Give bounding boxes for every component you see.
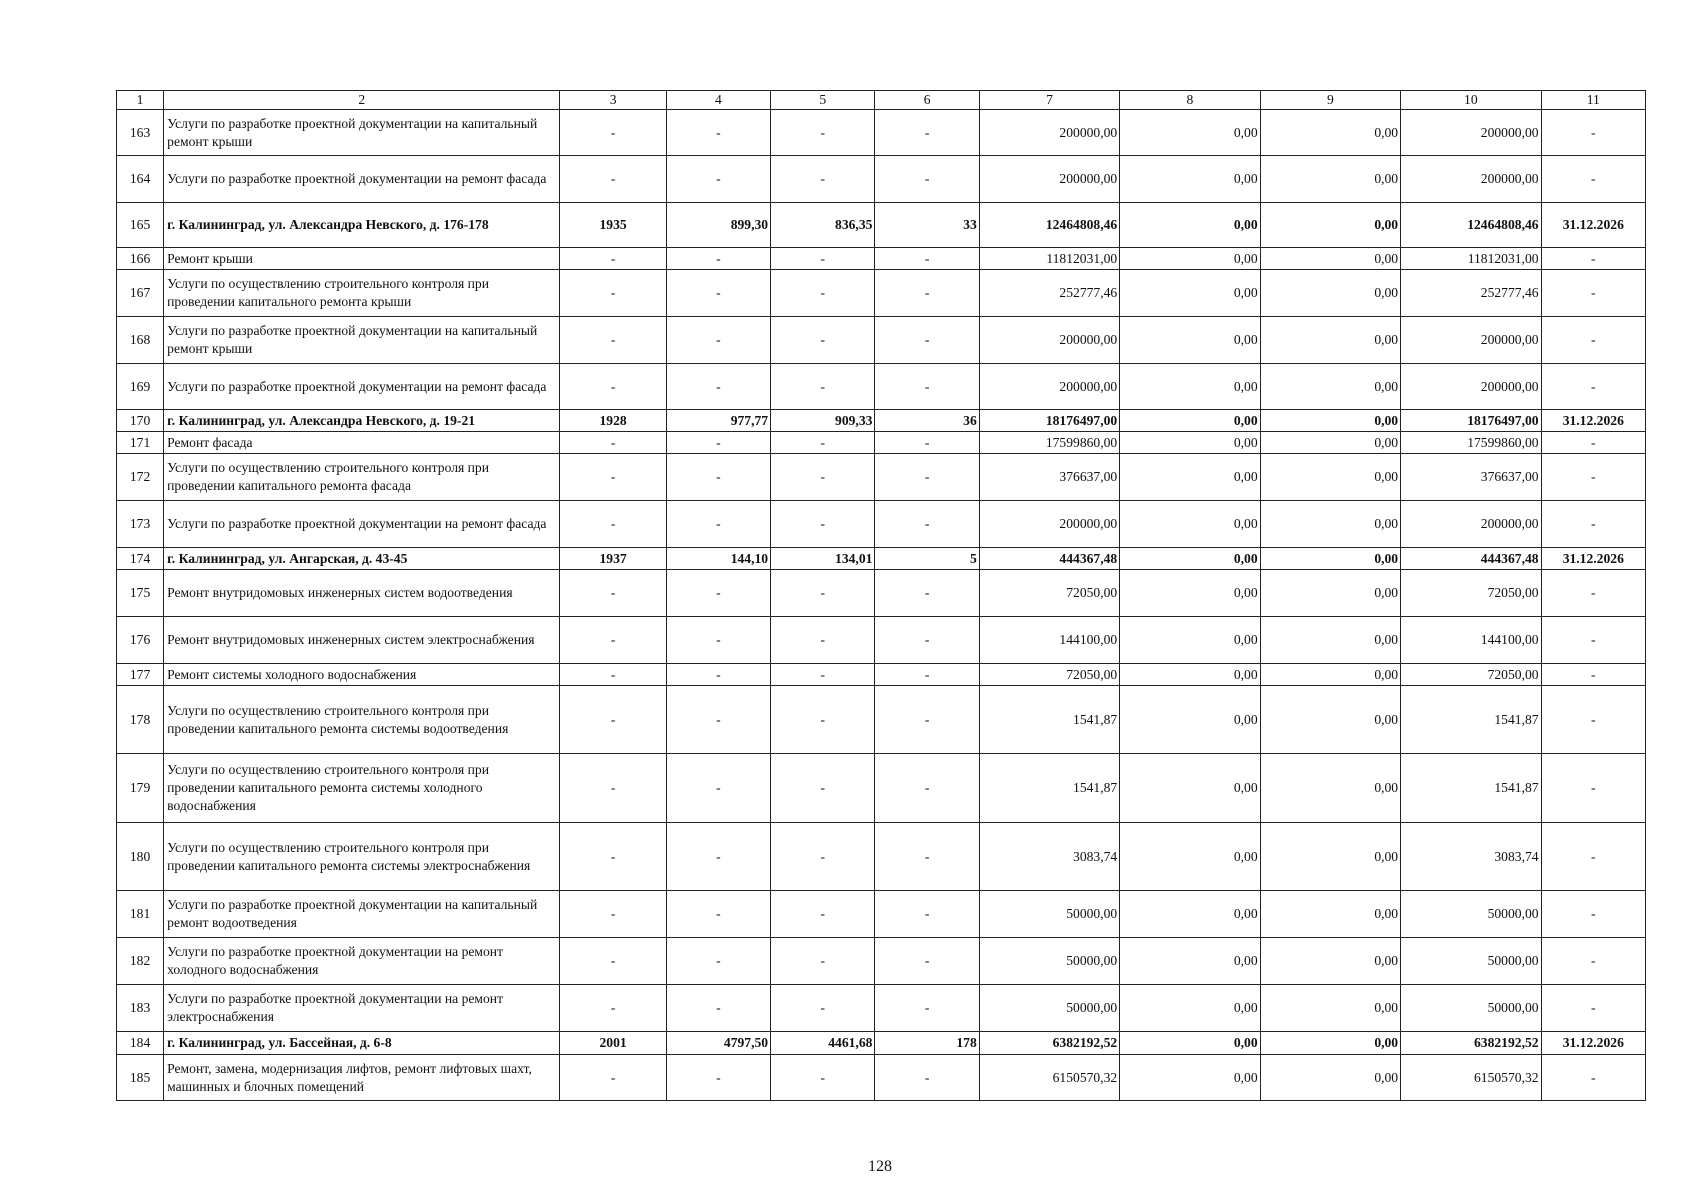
residents: - <box>875 985 979 1032</box>
total-area: 977,77 <box>666 410 770 432</box>
residents: 178 <box>875 1032 979 1055</box>
construction-year: - <box>560 270 666 317</box>
living-area: - <box>771 570 875 617</box>
cost-col-9: 0,00 <box>1260 570 1400 617</box>
construction-year: - <box>560 686 666 754</box>
address-row <box>117 203 1646 248</box>
construction-year: - <box>560 110 666 156</box>
cost-col-10: 444367,48 <box>1401 548 1541 570</box>
item-description: Услуги по разработке проектной документации на ремонт фасада <box>164 501 560 548</box>
cost-col-10: 6382192,52 <box>1401 1032 1541 1055</box>
total-cost: 1541,87 <box>979 686 1119 754</box>
item-description: Услуги по разработке проектной документации на капитальный ремонт крыши <box>164 110 560 156</box>
deadline: - <box>1541 1055 1645 1101</box>
deadline: - <box>1541 317 1645 364</box>
deadline: 31.12.2026 <box>1541 410 1645 432</box>
construction-year: - <box>560 938 666 985</box>
row-number: 174 <box>117 548 164 570</box>
cost-col-8: 0,00 <box>1120 570 1260 617</box>
table-row <box>117 1055 1646 1101</box>
cost-col-10: 12464808,46 <box>1401 203 1541 248</box>
row-number: 182 <box>117 938 164 985</box>
construction-year: - <box>560 985 666 1032</box>
construction-year: - <box>560 570 666 617</box>
deadline: - <box>1541 686 1645 754</box>
table-row <box>117 617 1646 664</box>
living-area: - <box>771 686 875 754</box>
header-col-7: 7 <box>979 91 1119 110</box>
deadline: - <box>1541 364 1645 410</box>
header-col-3: 3 <box>560 91 666 110</box>
residents: 33 <box>875 203 979 248</box>
total-cost: 50000,00 <box>979 938 1119 985</box>
construction-year: - <box>560 248 666 270</box>
cost-col-9: 0,00 <box>1260 248 1400 270</box>
cost-col-10: 200000,00 <box>1401 156 1541 203</box>
page-number: 128 <box>868 1158 892 1175</box>
total-area: - <box>666 110 770 156</box>
header-col-6: 6 <box>875 91 979 110</box>
cost-col-10: 376637,00 <box>1401 454 1541 501</box>
cost-col-9: 0,00 <box>1260 270 1400 317</box>
cost-col-8: 0,00 <box>1120 110 1260 156</box>
total-area: - <box>666 938 770 985</box>
total-area: - <box>666 686 770 754</box>
residents: - <box>875 570 979 617</box>
residents: - <box>875 364 979 410</box>
cost-col-10: 50000,00 <box>1401 938 1541 985</box>
item-description: Услуги по разработке проектной документации на ремонт электроснабжения <box>164 985 560 1032</box>
construction-year: - <box>560 454 666 501</box>
residents: - <box>875 501 979 548</box>
residents: - <box>875 1055 979 1101</box>
cost-col-8: 0,00 <box>1120 203 1260 248</box>
deadline: - <box>1541 248 1645 270</box>
construction-year: - <box>560 317 666 364</box>
living-area: - <box>771 501 875 548</box>
deadline: 31.12.2026 <box>1541 203 1645 248</box>
table-row <box>117 823 1646 891</box>
residents: - <box>875 454 979 501</box>
header-col-description: 2 <box>164 91 560 110</box>
total-area: - <box>666 823 770 891</box>
header-col-number: 1 <box>117 91 164 110</box>
total-cost: 3083,74 <box>979 823 1119 891</box>
cost-col-9: 0,00 <box>1260 617 1400 664</box>
living-area: - <box>771 156 875 203</box>
cost-col-9: 0,00 <box>1260 454 1400 501</box>
item-description: Услуги по осуществлению строительного контроля при проведении капитального ремонта системы водоотведения <box>164 686 560 754</box>
header-col-9: 9 <box>1260 91 1400 110</box>
table-row <box>117 686 1646 754</box>
total-area: - <box>666 156 770 203</box>
cost-col-8: 0,00 <box>1120 317 1260 364</box>
deadline: - <box>1541 891 1645 938</box>
total-cost: 200000,00 <box>979 501 1119 548</box>
construction-year: 2001 <box>560 1032 666 1055</box>
living-area: - <box>771 891 875 938</box>
deadline: - <box>1541 570 1645 617</box>
construction-year: - <box>560 1055 666 1101</box>
total-cost: 200000,00 <box>979 156 1119 203</box>
column-number-header-row <box>117 91 1646 110</box>
row-number: 167 <box>117 270 164 317</box>
item-description: г. Калининград, ул. Александра Невского, д. 19-21 <box>164 410 560 432</box>
cost-col-10: 200000,00 <box>1401 110 1541 156</box>
deadline: - <box>1541 754 1645 823</box>
item-description: Услуги по разработке проектной документации на ремонт фасада <box>164 156 560 203</box>
item-description: Ремонт внутридомовых инженерных систем электроснабжения <box>164 617 560 664</box>
cost-col-8: 0,00 <box>1120 754 1260 823</box>
total-cost: 18176497,00 <box>979 410 1119 432</box>
cost-col-9: 0,00 <box>1260 410 1400 432</box>
deadline: - <box>1541 664 1645 686</box>
cost-col-8: 0,00 <box>1120 501 1260 548</box>
cost-col-10: 18176497,00 <box>1401 410 1541 432</box>
total-area: - <box>666 985 770 1032</box>
deadline: - <box>1541 823 1645 891</box>
total-area: - <box>666 754 770 823</box>
living-area: - <box>771 938 875 985</box>
total-area: - <box>666 270 770 317</box>
cost-col-9: 0,00 <box>1260 156 1400 203</box>
construction-year: - <box>560 823 666 891</box>
item-description: Услуги по осуществлению строительного контроля при проведении капитального ремонта фасада <box>164 454 560 501</box>
cost-col-10: 200000,00 <box>1401 317 1541 364</box>
deadline: - <box>1541 985 1645 1032</box>
construction-year: 1928 <box>560 410 666 432</box>
cost-col-10: 200000,00 <box>1401 364 1541 410</box>
table-row <box>117 754 1646 823</box>
row-number: 184 <box>117 1032 164 1055</box>
table-row <box>117 664 1646 686</box>
construction-year: 1935 <box>560 203 666 248</box>
total-cost: 144100,00 <box>979 617 1119 664</box>
table-row <box>117 270 1646 317</box>
row-number: 185 <box>117 1055 164 1101</box>
table-row <box>117 891 1646 938</box>
total-cost: 200000,00 <box>979 317 1119 364</box>
address-row <box>117 410 1646 432</box>
total-cost: 1541,87 <box>979 754 1119 823</box>
living-area: 4461,68 <box>771 1032 875 1055</box>
living-area: - <box>771 364 875 410</box>
cost-col-8: 0,00 <box>1120 270 1260 317</box>
living-area: - <box>771 1055 875 1101</box>
residents: - <box>875 270 979 317</box>
row-number: 170 <box>117 410 164 432</box>
table-row <box>117 156 1646 203</box>
table-row <box>117 938 1646 985</box>
total-cost: 50000,00 <box>979 985 1119 1032</box>
item-description: Ремонт внутридомовых инженерных систем водоотведения <box>164 570 560 617</box>
header-col-10: 10 <box>1401 91 1541 110</box>
header-col-5: 5 <box>771 91 875 110</box>
residents: - <box>875 432 979 454</box>
cost-col-8: 0,00 <box>1120 686 1260 754</box>
cost-col-8: 0,00 <box>1120 1032 1260 1055</box>
construction-year: - <box>560 364 666 410</box>
construction-year: - <box>560 617 666 664</box>
item-description: Услуги по осуществлению строительного контроля при проведении капитального ремонта системы холодного водоснабжения <box>164 754 560 823</box>
cost-col-10: 252777,46 <box>1401 270 1541 317</box>
cost-col-10: 72050,00 <box>1401 570 1541 617</box>
total-cost: 17599860,00 <box>979 432 1119 454</box>
cost-col-9: 0,00 <box>1260 1032 1400 1055</box>
row-number: 175 <box>117 570 164 617</box>
table-row <box>117 248 1646 270</box>
cost-col-9: 0,00 <box>1260 501 1400 548</box>
table-row <box>117 454 1646 501</box>
item-description: Ремонт крыши <box>164 248 560 270</box>
cost-col-9: 0,00 <box>1260 317 1400 364</box>
row-number: 164 <box>117 156 164 203</box>
cost-col-9: 0,00 <box>1260 938 1400 985</box>
total-area: - <box>666 248 770 270</box>
table-row <box>117 432 1646 454</box>
item-description: Услуги по разработке проектной документации на капитальный ремонт крыши <box>164 317 560 364</box>
total-cost: 200000,00 <box>979 364 1119 410</box>
header-col-8: 8 <box>1120 91 1260 110</box>
cost-col-8: 0,00 <box>1120 548 1260 570</box>
cost-col-9: 0,00 <box>1260 664 1400 686</box>
living-area: - <box>771 823 875 891</box>
cost-col-9: 0,00 <box>1260 985 1400 1032</box>
row-number: 168 <box>117 317 164 364</box>
cost-col-8: 0,00 <box>1120 664 1260 686</box>
total-area: - <box>666 317 770 364</box>
deadline: - <box>1541 938 1645 985</box>
address-row <box>117 548 1646 570</box>
cost-col-8: 0,00 <box>1120 617 1260 664</box>
living-area: - <box>771 664 875 686</box>
total-area: - <box>666 454 770 501</box>
row-number: 180 <box>117 823 164 891</box>
residents: - <box>875 110 979 156</box>
cost-col-8: 0,00 <box>1120 891 1260 938</box>
living-area: - <box>771 754 875 823</box>
item-description: Ремонт системы холодного водоснабжения <box>164 664 560 686</box>
living-area: - <box>771 432 875 454</box>
header-col-11: 11 <box>1541 91 1645 110</box>
residents: - <box>875 248 979 270</box>
total-cost: 200000,00 <box>979 110 1119 156</box>
construction-year: - <box>560 432 666 454</box>
residents: - <box>875 891 979 938</box>
deadline: - <box>1541 110 1645 156</box>
cost-col-8: 0,00 <box>1120 156 1260 203</box>
deadline: - <box>1541 454 1645 501</box>
cost-col-9: 0,00 <box>1260 891 1400 938</box>
construction-year: - <box>560 501 666 548</box>
cost-col-9: 0,00 <box>1260 364 1400 410</box>
total-cost: 72050,00 <box>979 570 1119 617</box>
living-area: - <box>771 617 875 664</box>
residents: - <box>875 823 979 891</box>
residents: - <box>875 664 979 686</box>
cost-col-9: 0,00 <box>1260 432 1400 454</box>
construction-year: 1937 <box>560 548 666 570</box>
living-area: 836,35 <box>771 203 875 248</box>
row-number: 181 <box>117 891 164 938</box>
cost-col-10: 50000,00 <box>1401 985 1541 1032</box>
living-area: 134,01 <box>771 548 875 570</box>
cost-col-10: 11812031,00 <box>1401 248 1541 270</box>
total-cost: 11812031,00 <box>979 248 1119 270</box>
construction-year: - <box>560 891 666 938</box>
cost-col-8: 0,00 <box>1120 454 1260 501</box>
table-row <box>117 110 1646 156</box>
total-area: 899,30 <box>666 203 770 248</box>
construction-year: - <box>560 156 666 203</box>
deadline: - <box>1541 501 1645 548</box>
table-body <box>117 91 1646 1101</box>
total-area: - <box>666 432 770 454</box>
row-number: 171 <box>117 432 164 454</box>
item-description: г. Калининград, ул. Александра Невского, д. 176-178 <box>164 203 560 248</box>
row-number: 177 <box>117 664 164 686</box>
cost-col-8: 0,00 <box>1120 410 1260 432</box>
total-cost: 252777,46 <box>979 270 1119 317</box>
cost-col-8: 0,00 <box>1120 432 1260 454</box>
residents: - <box>875 686 979 754</box>
total-area: 4797,50 <box>666 1032 770 1055</box>
total-cost: 72050,00 <box>979 664 1119 686</box>
cost-col-9: 0,00 <box>1260 1055 1400 1101</box>
residents: - <box>875 938 979 985</box>
cost-col-9: 0,00 <box>1260 548 1400 570</box>
cost-col-10: 72050,00 <box>1401 664 1541 686</box>
cost-col-10: 3083,74 <box>1401 823 1541 891</box>
deadline: 31.12.2026 <box>1541 548 1645 570</box>
living-area: - <box>771 454 875 501</box>
item-description: г. Калининград, ул. Ангарская, д. 43-45 <box>164 548 560 570</box>
cost-col-8: 0,00 <box>1120 985 1260 1032</box>
item-description: Услуги по осуществлению строительного контроля при проведении капитального ремонта крыши <box>164 270 560 317</box>
residents: - <box>875 317 979 364</box>
item-description: Услуги по осуществлению строительного контроля при проведении капитального ремонта системы электроснабжения <box>164 823 560 891</box>
row-number: 173 <box>117 501 164 548</box>
total-cost: 6150570,32 <box>979 1055 1119 1101</box>
total-area: - <box>666 501 770 548</box>
table-row <box>117 317 1646 364</box>
item-description: Услуги по разработке проектной документации на ремонт фасада <box>164 364 560 410</box>
residents: - <box>875 617 979 664</box>
residents: - <box>875 156 979 203</box>
row-number: 176 <box>117 617 164 664</box>
total-area: - <box>666 570 770 617</box>
total-cost: 376637,00 <box>979 454 1119 501</box>
cost-col-8: 0,00 <box>1120 248 1260 270</box>
deadline: - <box>1541 156 1645 203</box>
cost-col-10: 17599860,00 <box>1401 432 1541 454</box>
total-area: 144,10 <box>666 548 770 570</box>
item-description: г. Калининград, ул. Бассейная, д. 6-8 <box>164 1032 560 1055</box>
total-cost: 6382192,52 <box>979 1032 1119 1055</box>
living-area: - <box>771 270 875 317</box>
cost-col-9: 0,00 <box>1260 686 1400 754</box>
deadline: - <box>1541 617 1645 664</box>
cost-col-8: 0,00 <box>1120 823 1260 891</box>
cost-col-8: 0,00 <box>1120 1055 1260 1101</box>
total-cost: 444367,48 <box>979 548 1119 570</box>
deadline: - <box>1541 270 1645 317</box>
cost-col-9: 0,00 <box>1260 110 1400 156</box>
row-number: 169 <box>117 364 164 410</box>
residents: - <box>875 754 979 823</box>
cost-col-10: 6150570,32 <box>1401 1055 1541 1101</box>
row-number: 166 <box>117 248 164 270</box>
address-row <box>117 1032 1646 1055</box>
row-number: 183 <box>117 985 164 1032</box>
row-number: 163 <box>117 110 164 156</box>
table-row <box>117 364 1646 410</box>
row-number: 178 <box>117 686 164 754</box>
total-cost: 12464808,46 <box>979 203 1119 248</box>
cost-col-10: 1541,87 <box>1401 686 1541 754</box>
total-cost: 50000,00 <box>979 891 1119 938</box>
item-description: Ремонт фасада <box>164 432 560 454</box>
table-row <box>117 501 1646 548</box>
living-area: 909,33 <box>771 410 875 432</box>
construction-year: - <box>560 664 666 686</box>
residents: 36 <box>875 410 979 432</box>
total-area: - <box>666 617 770 664</box>
table-row <box>117 570 1646 617</box>
cost-col-8: 0,00 <box>1120 364 1260 410</box>
cost-col-9: 0,00 <box>1260 754 1400 823</box>
living-area: - <box>771 248 875 270</box>
row-number: 172 <box>117 454 164 501</box>
row-number: 165 <box>117 203 164 248</box>
deadline: - <box>1541 432 1645 454</box>
total-area: - <box>666 1055 770 1101</box>
item-description: Услуги по разработке проектной документации на капитальный ремонт водоотведения <box>164 891 560 938</box>
total-area: - <box>666 364 770 410</box>
item-description: Услуги по разработке проектной документации на ремонт холодного водоснабжения <box>164 938 560 985</box>
cost-col-10: 50000,00 <box>1401 891 1541 938</box>
construction-year: - <box>560 754 666 823</box>
table-row <box>117 985 1646 1032</box>
row-number: 179 <box>117 754 164 823</box>
cost-col-9: 0,00 <box>1260 203 1400 248</box>
data-table <box>116 90 1646 1101</box>
cost-col-10: 1541,87 <box>1401 754 1541 823</box>
total-area: - <box>666 664 770 686</box>
living-area: - <box>771 985 875 1032</box>
living-area: - <box>771 317 875 364</box>
living-area: - <box>771 110 875 156</box>
deadline: 31.12.2026 <box>1541 1032 1645 1055</box>
item-description: Ремонт, замена, модернизация лифтов, ремонт лифтовых шахт, машинных и блочных помещений <box>164 1055 560 1101</box>
cost-col-9: 0,00 <box>1260 823 1400 891</box>
cost-col-10: 144100,00 <box>1401 617 1541 664</box>
header-col-4: 4 <box>666 91 770 110</box>
residents: 5 <box>875 548 979 570</box>
total-area: - <box>666 891 770 938</box>
cost-col-10: 200000,00 <box>1401 501 1541 548</box>
cost-col-8: 0,00 <box>1120 938 1260 985</box>
